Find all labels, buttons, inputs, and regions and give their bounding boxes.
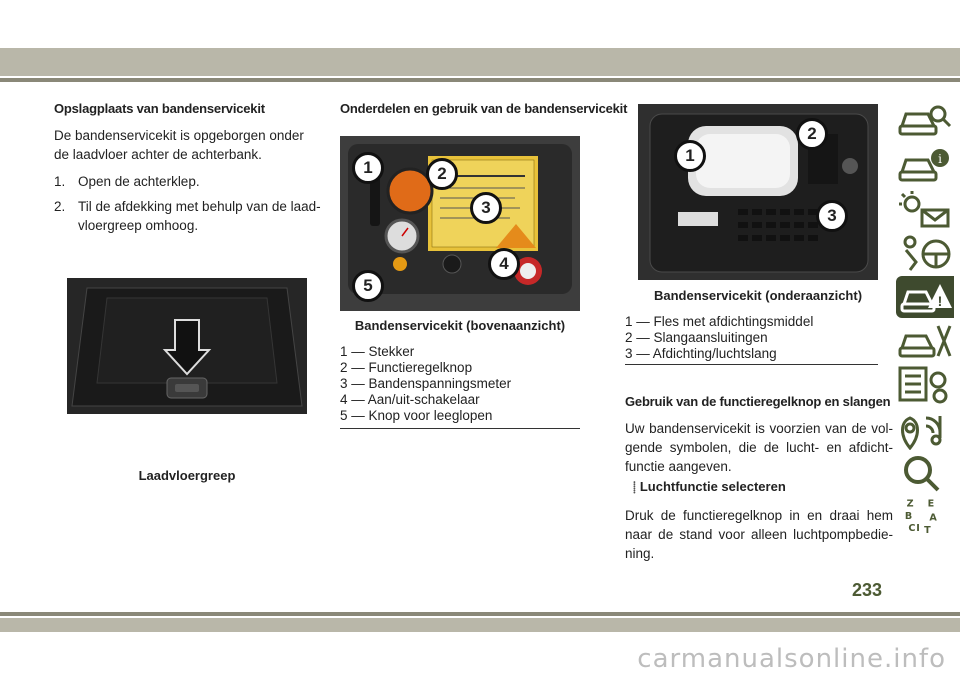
usage-intro: Uw bandenservicekit is voorzien van de vol-gende symbolen, die de lucht- en afdicht-functie aangeven. (625, 421, 893, 474)
step-text: Open de achterklep. (78, 174, 200, 189)
usage-heading: Gebruik van de functieregelknop en slangen (625, 394, 891, 409)
svg-text:i: i (938, 152, 942, 166)
kit-top-photo (340, 136, 580, 311)
usage-body: Druk de functieregelknop in en draai hem naar de stand voor alleen luchtpompbedie-ning. (625, 508, 893, 561)
components-heading: Onderdelen en gebruik van de bandenservicekit (340, 101, 628, 116)
page-number: 233 (852, 580, 883, 600)
legend-item: 2 — Slangaansluitingen (625, 330, 768, 345)
watermark: carmanualsonline.info (637, 644, 946, 674)
search-icon[interactable] (896, 452, 954, 494)
top-band-line (0, 78, 960, 82)
load-floor-photo (67, 278, 307, 414)
step-number: 2. (54, 199, 66, 214)
music-nav-icon[interactable] (896, 408, 954, 450)
top-band (0, 48, 960, 76)
index-letter: T (924, 524, 931, 536)
step-number: 1. (54, 174, 66, 189)
index-letter: Z (906, 498, 914, 510)
warning-light-mail-icon[interactable] (896, 188, 954, 230)
emergency-car-icon[interactable] (896, 276, 954, 318)
callout-5: 5 (352, 270, 384, 302)
kit-bottom-caption: Bandenservicekit (onderaanzicht) (653, 288, 863, 303)
legend-item: 4 — Aan/uit-schakelaar (340, 392, 480, 407)
air-function-label: Luchtfunctie selecteren (639, 479, 786, 494)
index-letter: B (904, 510, 913, 522)
car-tools-icon[interactable] (896, 320, 954, 362)
callout-3: 3 (470, 192, 502, 224)
legend-item: 2 — Functieregelknop (340, 360, 473, 375)
callout-bottom-3: 3 (816, 200, 848, 232)
kit-bottom-legend (625, 314, 813, 362)
callout-2: 2 (426, 158, 458, 190)
storage-steps (54, 172, 322, 235)
usage-text (625, 419, 893, 571)
bottom-band (0, 618, 960, 632)
index-letter: C (908, 523, 916, 534)
index-letter: I (916, 523, 920, 534)
step-text: Til de afdekking met behulp van de laad-vloergreep omhoog. (78, 199, 321, 233)
callout-bottom-1: 1 (674, 140, 706, 172)
load-floor-illustration (67, 278, 307, 414)
kit-top-caption: Bandenservicekit (bovenaanzicht) (354, 318, 566, 333)
storage-heading: Opslagplaats van bandenservicekit (54, 101, 265, 116)
load-floor-caption: Laadvloergreep (138, 468, 236, 483)
storage-intro: De bandenservicekit is opgeborgen onder de laadvloer achter de achterbank. (54, 128, 304, 162)
alphabet-index-icon[interactable] (896, 496, 954, 544)
legend-item: 5 — Knop voor leeglopen (340, 408, 493, 423)
index-letter: A (929, 512, 937, 524)
legend-rule-right (625, 364, 878, 365)
car-info-icon[interactable] (896, 144, 954, 186)
legend-item: 3 — Bandenspanningsmeter (340, 376, 512, 391)
storage-text (54, 126, 322, 241)
kit-bottom-photo (638, 104, 878, 280)
callout-1: 1 (352, 152, 384, 184)
bottom-band-line (0, 612, 960, 616)
index-letter: E (927, 498, 935, 510)
kit-bottom-illustration (638, 104, 878, 280)
legend-item: 3 — Afdichting/luchtslang (625, 346, 777, 361)
car-inspection-icon[interactable] (896, 100, 954, 142)
legend-item: 1 — Stekker (340, 344, 415, 359)
callout-4: 4 (488, 248, 520, 280)
list-gears-icon[interactable] (896, 364, 954, 406)
step-item (54, 172, 322, 191)
air-function-row (625, 477, 893, 498)
callout-bottom-2: 2 (796, 118, 828, 150)
legend-rule (340, 428, 580, 429)
air-symbol-icon: ⸽ (633, 482, 636, 494)
airbag-steering-icon[interactable] (896, 232, 954, 274)
step-item (54, 197, 322, 235)
svg-text:!: ! (937, 293, 943, 309)
legend-item: 1 — Fles met afdichtingsmiddel (625, 314, 814, 329)
kit-top-legend (340, 344, 511, 424)
